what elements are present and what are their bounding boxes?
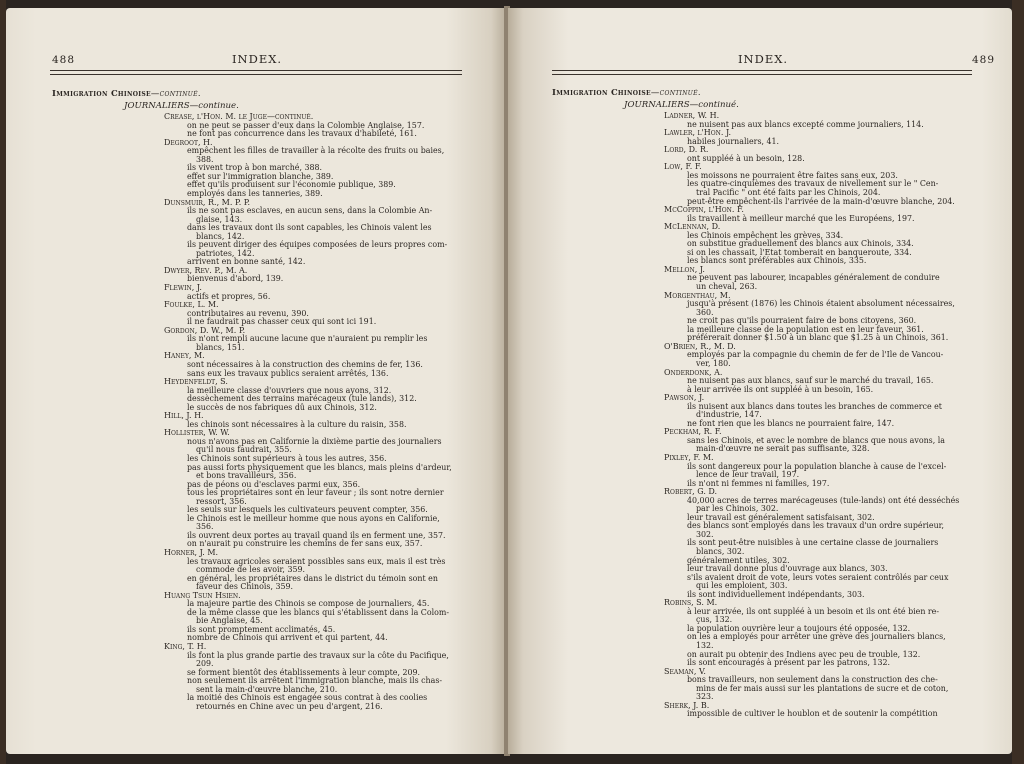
index-witness-name: Foulke, L. M. [164,300,219,310]
index-entry-line: ils n'ont ni femmes ni familles, 197. [687,478,830,488]
left-page [6,8,506,754]
index-entry-line: le Chinois est le meilleur homme que nous ayons en Californie, [187,513,440,523]
index-entry-line: actifs et propres, 56. [187,291,271,301]
index-witness-name: Heydenfeldt, S. [164,377,228,387]
index-entry-line: on les a employés pour arrêter une grève des journaliers blancs, [687,632,946,642]
index-entry-line: patriotes, 142. [196,248,255,258]
right-header-rule-thin [552,74,972,75]
index-entry-line: bons travailleurs, non seulement dans la construction des che- [687,675,938,685]
index-entry-line: la majeure partie des Chinois se compose de journaliers, 45. [187,599,430,609]
index-witness-name: Haney, M. [164,351,205,361]
index-witness-name: Robins, S. M. [664,598,718,608]
index-entry-line: ne font rien que les blancs ne pourraient faire, 147. [687,418,895,428]
index-witness-name: Onderdonk, A. [664,367,723,377]
index-entry-line: sans les Chinois, et avec le nombre de blancs que nous avons, la [687,435,945,445]
index-entry-line: les Chinois empêchent les grèves, 334. [687,230,844,240]
index-entry-line: arrivent en bonne santé, 142. [187,257,306,267]
index-entry-line: les seuls sur lesquels les cultivateurs peuvent compter, 356. [187,505,428,515]
index-entry-line: ne nuisent pas aux blancs, sauf sur le marché du travail, 165. [687,376,934,386]
index-entry-line: jusqu'à présent (1876) les Chinois étaient absolument nécessaires, [687,299,955,309]
index-entry-line: bie Anglaise, 45. [196,616,263,626]
index-entry-line: ils travaillent à meilleur marché que les Européens, 197. [687,213,915,223]
index-entry-line: on substitue graduellement des blancs aux Chinois, 334. [687,239,914,249]
index-entry-line: ils peuvent diriger des équipes composées de leurs propres com- [187,240,448,250]
index-entry-line: en général, les propriétaires dans le district du témoin sont en [187,573,438,583]
index-entry-line: çus, 132. [696,615,733,625]
index-entry-line: non seulement ils arrêtent l'immigration blanche, mais ils chas- [187,676,443,686]
index-entry-line: 132. [696,641,714,650]
index-entry-line: la moitié des Chinois est engagée sous contrat à des coolies [187,693,428,703]
index-entry-line: main-d'œuvre ne serait pas suffisante, 328. [696,444,870,454]
index-witness-name: Pawson, J. [664,393,705,403]
index-entry-line: habiles journaliers, 41. [687,136,780,146]
index-entry-line: bienvenus d'abord, 139. [187,274,284,284]
index-entry-line: leur travail est généralement satisfaisant, 302. [687,512,875,522]
index-witness-name: Crease, l'Hon. M. le Juge—continué. [164,112,314,122]
index-entry-line: pas aussi forts physiquement que les blancs, mais pleins d'ardeur, [187,462,452,472]
index-witness-name: Horner, J. M. [164,547,219,557]
index-entry-line: on ne peut se passer d'eux dans la Colombie Anglaise, 157. [187,120,425,130]
index-entry-line: blancs, 151. [196,342,245,352]
right-page [508,8,1012,754]
index-entry-line: tous les propriétaires sont en leur faveur ; ils sont notre dernier [187,488,444,498]
index-entry-line: nombre de Chinois qui arrivent et qui partent, 44. [187,633,388,643]
index-entry-line: 323. [696,692,714,702]
index-entry-line: qu'il nous faudrait, 355. [196,445,292,455]
index-witness-name: Mellon, J. [664,264,705,274]
index-entry-line: commode de les avoir, 359. [196,565,306,575]
index-entry-line: ils font la plus grande partie des travaux sur la côte du Pacifique, [187,650,449,660]
left-index-column [52,89,452,711]
index-entry-line: ils n'ont rempli aucune lacune que n'auraient pu remplir les [187,334,428,344]
index-witness-name: Peckham, R. F. [664,427,722,437]
index-witness-name: Hollister, W. W. [164,428,230,438]
index-entry-line: 209. [196,659,214,669]
index-entry-line: lence de leur travail, 197. [696,470,800,480]
index-entry-line: les moissons ne pourraient être faites sans eux, 203. [687,170,898,180]
index-entry-line: les blancs sont préférables aux Chinois, 335. [687,256,867,266]
index-entry-line: 302. [696,529,714,539]
index-entry-line: sont nécessaires à la construction des chemins de fer, 136. [187,359,423,369]
index-entry-line: la population ouvrière leur a toujours été opposée, 132. [687,623,911,633]
left-subhead: JOURNALIERS—continue. [124,100,239,111]
index-entry-line: ont suppléé à un besoin, 128. [687,153,805,163]
index-entry-line: effet sur l'immigration blanche, 389. [187,171,334,181]
index-entry-line: ver, 180. [696,358,731,368]
right-index-column [552,88,959,719]
index-entry-line: le succès de nos fabriques dû aux Chinois, 312. [187,402,377,412]
left-header-rule [50,70,462,71]
index-entry-line: ils ne sont pas esclaves, en aucun sens, dans la Colombie An- [187,206,433,216]
left-header-rule-thin [50,74,462,75]
index-entry-line: les chinois sont nécessaires à la culture du raisin, 358. [187,419,407,429]
index-entry-line: employés par la compagnie du chemin de fer de l'Ile de Vancou- [687,350,944,360]
right-page-header: INDEX. [738,52,789,66]
index-witness-name: Seaman, V. [664,666,706,676]
index-witness-name: Lord, D. R. [664,145,709,155]
left-page-number: 488 [52,54,76,66]
index-witness-name: Pixley, F. M. [664,452,714,462]
index-entry-line: s'ils avaient droit de vote, leurs votes seraient contrôlés par ceux [687,572,949,582]
index-witness-name: Dunsmuir, R., M. P. P. [164,197,251,207]
index-witness-name: Hill, J. H. [164,411,204,421]
right-section-suffix: —continué. [650,87,701,97]
index-entry-line: employés dans les tanneries, 389. [187,189,323,199]
index-entry-line: mins de fer mais aussi sur les plantations de sucre et de coton, [696,683,949,693]
index-entry-line: ils sont promptement acclimatés, 45. [187,624,336,634]
index-entry-line: la meilleure classe d'ouvriers que nous ayons, 312. [187,385,392,395]
index-entry-line: à leur arrivée, ils ont suppléé à un besoin et ils ont été bien re- [687,606,940,616]
index-witness-name: Dwyer, Rev. P., M. A. [164,265,248,275]
index-entry-line: ressort, 356. [196,496,247,506]
index-entry-line: peut-être empêchent-ils l'arrivée de la main-d'œuvre blanche, 204. [687,196,955,206]
index-entry-line: les quatre-cinquièmes des travaux de nivellement sur le " Cen- [687,179,939,189]
index-entry-line: de la même classe que les blancs qui s'établissent dans la Colom- [187,607,449,617]
index-entry-line: les Chinois sont supérieurs à tous les autres, 356. [187,453,387,463]
index-entry-line: 40,000 acres de terres marécageuses (tule-lands) ont été desséchés [687,495,960,505]
right-page-number: 489 [972,54,996,66]
index-entry-line: blancs, 302. [696,546,745,556]
index-entry-line: tral Pacific " ont été faits par les Chinois, 204. [696,188,881,198]
left-section-title [52,89,452,98]
index-entry-line: on n'aurait pu construire les chemins de fer sans eux, 357. [187,539,423,549]
index-entry-line: se forment bientôt des établissements à leur compte, 209. [187,667,421,677]
index-entry-line: impossible de cultiver le houblon et de soutenir la compétition [687,709,938,719]
index-entry-line: si on les chassait, l'Etat tomberait en banqueroute, 334. [687,247,912,257]
right-subhead: JOURNALIERS—continué. [624,99,739,110]
left-page-header: INDEX. [232,52,283,66]
right-section-title-text: Immigration Chinoise [552,87,651,97]
index-entry-line: ils sont encouragés à présent par les patrons, 132. [687,658,891,668]
index-entry-line: 356. [196,522,214,532]
index-entry-line: leur travail donne plus d'ouvrage aux blancs, 303. [687,564,888,574]
index-entry-line: ne peuvent pas labourer, incapables généralement de conduire [687,273,940,283]
index-entry-line: ils ouvrent deux portes au travail quand ils en ferment une, 357. [187,530,446,540]
index-witness-name: Ladner, W. H. [664,111,720,121]
index-entry-line: retournés en Chine avec un peu d'argent, 216. [196,701,383,711]
left-section-title-text: Immigration Chinoise [52,88,151,98]
index-entry-line: ils vivent trop à bon marché, 388. [187,163,323,173]
index-entry-line: ils nuisent aux blancs dans toutes les branches de commerce et [687,401,942,411]
index-witness-name: McCoppin, l'Hon. F. [664,205,744,215]
index-entry-line: empêchent les filles de travailler à la récolte des fruits ou baies, [187,146,445,156]
index-witness-name: Gordon, D. W., M. P. [164,325,246,335]
index-witness-name: Flewin, J. [164,283,202,293]
left-entries [52,113,452,711]
index-entry-line: la meilleure classe de la population est en leur faveur, 361. [687,324,924,334]
index-entry-line: ils sont peut-être nuisibles à une certaine classe de journaliers [687,538,939,548]
index-witness-name: Huang Tsun Hsien. [164,590,241,600]
index-entry-line: ne nuisent pas aux blancs excepté comme journaliers, 114. [687,119,924,129]
index-entry-line: ils sont individuellement indépendants, 303. [687,589,865,599]
index-entry-line: par les Chinois, 302. [696,504,779,514]
index-entry-line: nous n'avons pas en Californie la dixième partie des journaliers [187,436,442,446]
index-witness-name: Sherk, J. B. [664,700,710,710]
right-header-rule [552,70,972,71]
index-entry-line: des blancs sont employés dans les travaux d'un ordre supérieur, [687,521,945,531]
index-witness-name: Robert, G. D. [664,487,718,497]
index-witness-name: King, T. H. [164,642,207,651]
index-entry-line: les travaux agricoles seraient possibles sans eux, mais il est très [187,556,446,566]
index-entry-line: sans eux les travaux publics seraient arrêtés, 136. [187,368,389,378]
index-entry-line: un cheval, 263. [696,282,758,292]
book-edge-right [1012,0,1024,764]
index-entry-line: ils sont dangereux pour la population blanche à cause de l'excel- [687,461,947,471]
index-entry-line: 388. [196,154,214,164]
index-entry-line: contributaires au revenu, 390. [187,308,309,318]
index-entry-line: sent la main-d'œuvre blanche, 210. [196,684,338,694]
index-entry-line: dessèchement des terrains marécageux (tule lands), 312. [187,394,417,404]
index-witness-name: Low, F. F. [664,162,702,172]
index-entry-line: ne font pas concurrence dans les travaux d'habileté, 161. [187,129,417,139]
index-entry-line: 360. [696,307,714,317]
index-entry-line: il ne faudrait pas chasser ceux qui sont ici 191. [187,317,377,327]
index-entry-line: ne croit pas qu'ils pourraient faire de bons citoyens, 360. [687,316,917,326]
index-entry-line: préférerait donner $1.50 à un blanc que $1.25 à un Chinois, 361. [687,333,949,343]
index-witness-name: O'Brien, R., M. D. [664,341,736,351]
index-witness-name: McLennan, D. [664,222,721,232]
index-entry-line: à leur arrivée ils ont suppléé à un besoin, 165. [687,384,874,394]
index-entry-line: faveur des Chinois, 359. [196,582,294,592]
index-witness-name: Degroot, H. [164,137,213,147]
index-entry-line: glaise, 143. [196,214,243,224]
right-entries [552,112,959,719]
left-section-suffix: —continué. [150,88,201,98]
index-entry-line: on aurait pu obtenir des Indiens avec peu de trouble, 132. [687,649,921,659]
index-entry-line: effet qu'ils produisent sur l'économie publique, 389. [187,180,396,190]
index-entry-line: et bons travailleurs, 356. [196,471,297,481]
index-witness-name: Lawler, l'Hon. J. [664,128,732,138]
index-entry-line: pas de péons ou d'esclaves parmi eux, 356. [187,479,361,489]
index-entry-line: d'industrie, 147. [696,410,762,420]
right-section-title [552,88,959,97]
index-witness-name: Morgenthau, M. [664,290,731,300]
index-entry-line: dans les travaux dont ils sont capables, les Chinois valent les [187,223,432,233]
index-entry-line: généralement utiles, 302. [687,555,790,565]
index-entry-line: blancs, 142. [196,231,245,241]
index-entry-line: qui les emploient, 303. [696,581,788,591]
